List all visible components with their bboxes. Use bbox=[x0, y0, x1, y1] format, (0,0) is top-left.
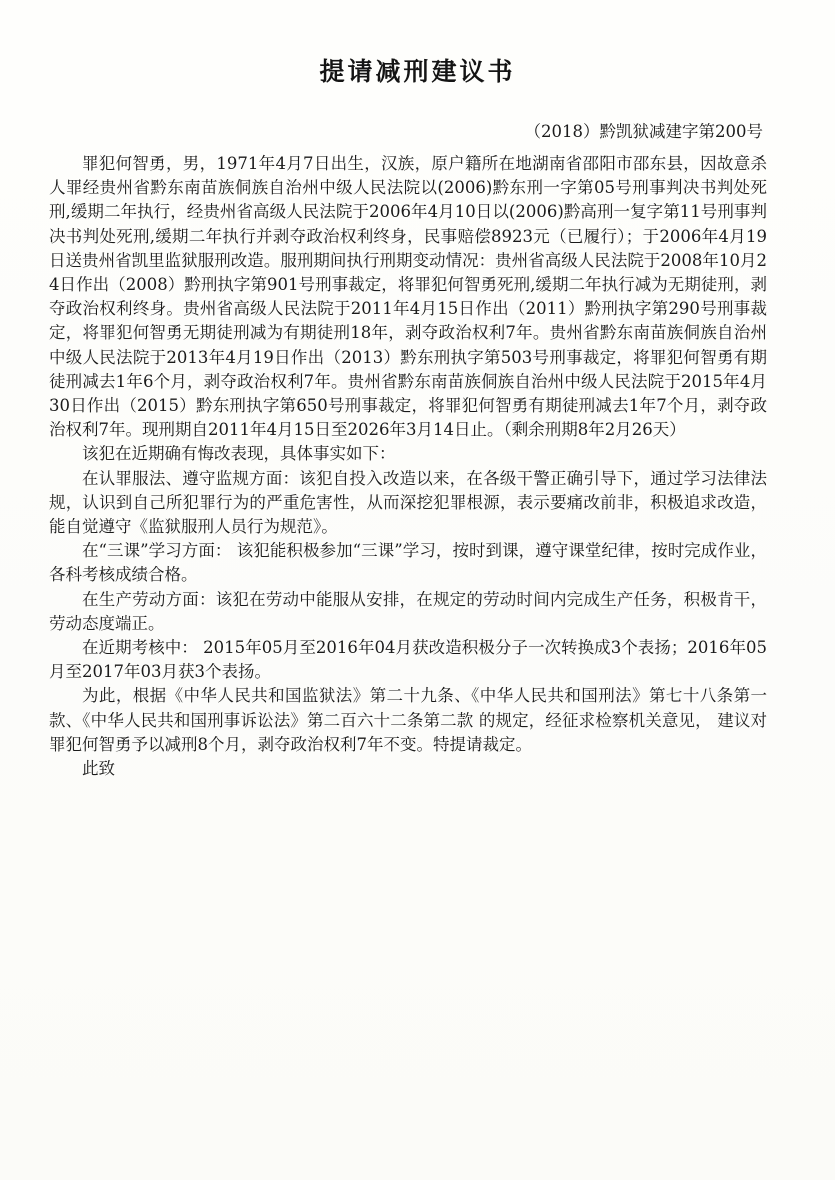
document-body bbox=[49, 152, 767, 781]
document-title: 提请减刑建议书 bbox=[319, 57, 516, 86]
paragraph-repentance-intro: 该犯在近期确有悔改表现，具体事实如下： bbox=[82, 444, 396, 464]
paragraph-assessment: 在近期考核中： 2015年05月至2016年04月获改造积极分子一次转换成3个表扬；2016年05月至2017年03月获3个表扬。 bbox=[49, 638, 767, 682]
paragraph-criminal-record: 罪犯何智勇，男，1971年4月7日出生，汉族，原户籍所在地湖南省邵阳市邵东县，因故意杀人罪经贵州省黔东南苗族侗族自治州中级人民法院以(2006)黔东刑一字第05号刑事判决书判处死刑,缓期二年执行，经贵州省高级人民法院于2006年4月10日以(2006)黔高刑一复字第11号刑事判决书判处死刑,缓期二年执行并剥夺政治权利终身，民事赔偿8923元（已履行）；于2006年4月19日送贵州省凯里监狱服刑改造。服刑期间执行刑期变动情况：贵州省高级人民法院于2008年10月24日作出（2008）黔刑执字第901号刑事裁定，将罪犯何智勇死刑,缓期二年执行减为无期徒刑，剥夺政治权利终身。贵州省高级人民法院于2011年4月15日作出（2011）黔刑执字第290号刑事裁定，将罪犯何智勇无期徒刑减为有期徒刑18年，剥夺政治权利7年。贵州省黔东南苗族侗族自治州中级人民法院于2013年4月19日作出（2013）黔东刑执字第503号刑事裁定，将罪犯何智勇有期徒刑减去1年6个月，剥夺政治权利7年。贵州省黔东南苗族侗族自治州中级人民法院于2015年4月30日作出（2015）黔东刑执字第650号刑事裁定，将罪犯何智勇有期徒刑减去1年7个月，剥夺政治权利7年。现刑期自2011年4月15日至2026年3月14日止。（剩余刑期8年2月26天） bbox=[49, 154, 767, 440]
paragraph-discipline: 在认罪服法、遵守监规方面：该犯自投入改造以来，在各级干警正确引导下，通过学习法律法规，认识到自己所犯罪行为的严重危害性，从而深挖犯罪根源，表示要痛改前非，积极追求改造，能自觉遵守《监狱服刑人员行为规范》。 bbox=[49, 468, 767, 537]
paragraph-labor: 在生产劳动方面：该犯在劳动中能服从安排，在规定的劳动时间内完成生产任务，积极肯干，劳动态度端正。 bbox=[49, 589, 767, 633]
paragraph-closing: 此致 bbox=[82, 759, 115, 779]
paragraph-study: 在“三课”学习方面： 该犯能积极参加“三课”学习，按时到课，遵守课堂纪律，按时完成作业，各科考核成绩合格。 bbox=[49, 541, 767, 585]
document-number: （2018）黔凯狱减建字第200号 bbox=[524, 122, 763, 141]
paragraph-recommendation: 为此，根据《中华人民共和国监狱法》第二十九条、《中华人民共和国刑法》第七十八条第一款、《中华人民共和国刑事诉讼法》第二百六十二条第二款 的规定，经征求检察机关意见， 建议对罪犯何智勇予以减刑8个月，剥夺政治权利7年不变。特提请裁定。 bbox=[49, 686, 767, 754]
